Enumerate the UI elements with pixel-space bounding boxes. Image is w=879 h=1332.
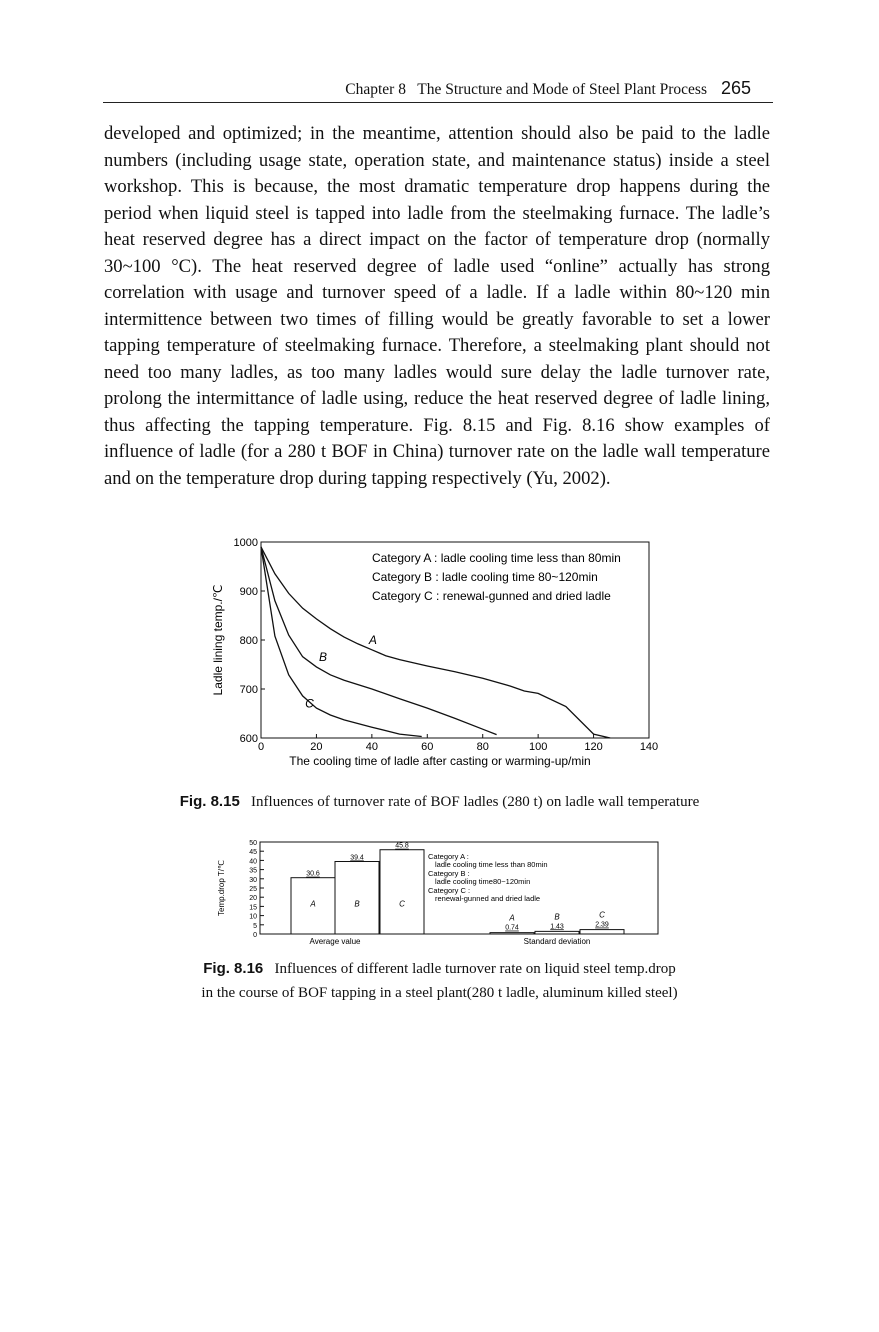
bar-value-label: 0.74 — [505, 924, 519, 932]
figure-8-16-label: Fig. 8.16 — [203, 960, 264, 977]
chapter-title: Chapter 8 The Structure and Mode of Steel Plant Process — [345, 81, 707, 98]
x-tick-label: 80 — [476, 741, 489, 753]
y-tick-label: 600 — [239, 733, 258, 745]
body-paragraph: developed and optimized; in the meantime, attention should also be paid to the ladle numbers (including usage state, operation state, and maintenance status) inside a steel workshop. This is because, the most dramatic temperature drop happens during the period when liquid steel is tapped into ladle from the steelmaking furnace. The ladle’s heat reserved degree has a direct impact on the factor of temperature drop (normally 30~100 °C). The heat reserved degree of ladle used “online” actually has strong correlation with usage and turnover speed of a ladle. If a ladle within 80~120 min intermittence between two times of filling would be greatly favorable to set a lower tapping temperature of steelmaking furnace. Therefore, a steelmaking plant should not need too many ladles, as too many ladles would sure delay the ladle turnover rate, prolong the intermittance of ladle using, reduce the heat reserved degree of ladle lining, thus affecting the tapping temperature. Fig. 8.15 and Fig. 8.16 show examples of influence of ladle (for a 280 t BOF in China) turnover rate on the ladle wall temperature and on the temperature drop during tapping respectively (Yu, 2002). — [104, 123, 770, 489]
bar-average-c — [380, 850, 424, 934]
y-tick-label: 1000 — [233, 537, 258, 549]
bar-value-label: 39.4 — [350, 854, 364, 862]
bar-category-label: C — [399, 899, 405, 909]
y-tick-label: 800 — [239, 635, 258, 647]
bar-category-label: B — [554, 912, 560, 922]
y-tick-label: 30 — [249, 876, 257, 884]
bar-category-label: B — [354, 899, 360, 909]
y-tick-label: 0 — [253, 932, 257, 939]
legend-entry: Category C : renewal-gunned and dried ladle — [372, 589, 611, 603]
bar-category-label: C — [599, 910, 605, 920]
figure-8-15-label: Fig. 8.15 — [179, 793, 240, 810]
figure-8-16-caption-second-line — [0, 985, 879, 1002]
x-tick-label: 40 — [365, 741, 378, 753]
x-tick-label: 60 — [421, 741, 434, 753]
legend-title: Category A : — [428, 852, 469, 861]
y-tick-label: 10 — [249, 913, 257, 921]
curve-label-a: A — [368, 632, 377, 647]
x-tick-label: 20 — [310, 741, 323, 753]
y-tick-label: 25 — [249, 886, 257, 893]
figure-8-16-chart-body — [200, 834, 680, 959]
bar-stddev-c — [580, 930, 624, 934]
bar-category-label: A — [509, 913, 515, 923]
bar-category-label: A — [310, 899, 316, 909]
running-header — [103, 78, 773, 103]
figure-8-15-caption-text: Influences of turnover rate of BOF ladles (280 t) on ladle wall temperature — [251, 794, 700, 810]
group-label-stddev: Standard deviation — [523, 937, 591, 946]
legend-title: Category C : — [428, 886, 471, 895]
y-tick-label: 15 — [249, 904, 257, 912]
bar-value-label: 1.43 — [550, 923, 564, 931]
y-axis-label: Ladle lining temp./℃ — [211, 584, 225, 696]
x-tick-label: 0 — [257, 741, 265, 753]
legend-desc: renewal-gunned and dried ladle — [435, 894, 541, 903]
legend-entry: Category B : ladle cooling time 80~120min — [372, 570, 598, 584]
y-tick-label: 900 — [239, 586, 258, 598]
y-axis-label: Temp.drop T/℃ — [217, 860, 226, 916]
bar-value-label: 30.6 — [306, 870, 320, 878]
x-tick-label: 140 — [639, 741, 659, 753]
figure-8-15-chart — [200, 532, 680, 772]
legend-desc: ladle cooling time80~120min — [435, 877, 531, 886]
curve-label-c: C — [305, 696, 314, 711]
curve-label-b: B — [318, 649, 327, 664]
legend-title: Category B : — [428, 869, 470, 878]
legend-desc: ladle cooling time less than 80min — [435, 860, 548, 869]
bar-stddev-a — [490, 933, 534, 934]
figure-8-15-caption — [0, 793, 879, 811]
group-label-average: Average value — [309, 937, 361, 946]
bar-average-b — [335, 862, 379, 934]
figure-8-16-caption-line1: Influences of different ladle turnover rate on liquid steel temp.drop — [274, 961, 676, 977]
legend-entry: Category A : ladle cooling time less than 80min — [372, 551, 621, 565]
y-tick-label: 700 — [239, 684, 258, 696]
y-tick-label: 20 — [249, 895, 257, 903]
bar-value-label: 2.39 — [595, 921, 609, 929]
y-tick-label: 5 — [253, 922, 257, 930]
x-tick-label: 100 — [528, 741, 548, 753]
y-tick-label: 40 — [249, 858, 257, 866]
figure-8-16-caption — [0, 960, 879, 978]
y-tick-label: 45 — [249, 849, 257, 857]
bar-stddev-b — [535, 931, 579, 934]
y-tick-label: 35 — [249, 867, 257, 875]
figure-8-16-caption-line2: in the course of BOF tapping in a steel plant(280 t ladle, aluminum killed steel) — [201, 985, 678, 1001]
y-tick-label: 50 — [249, 840, 257, 847]
bar-value-label: 45.8 — [395, 842, 409, 850]
page-number: 265 — [720, 78, 751, 98]
x-tick-label: 120 — [584, 741, 603, 753]
x-axis-label: The cooling time of ladle after casting or warming-up/min — [289, 754, 591, 768]
